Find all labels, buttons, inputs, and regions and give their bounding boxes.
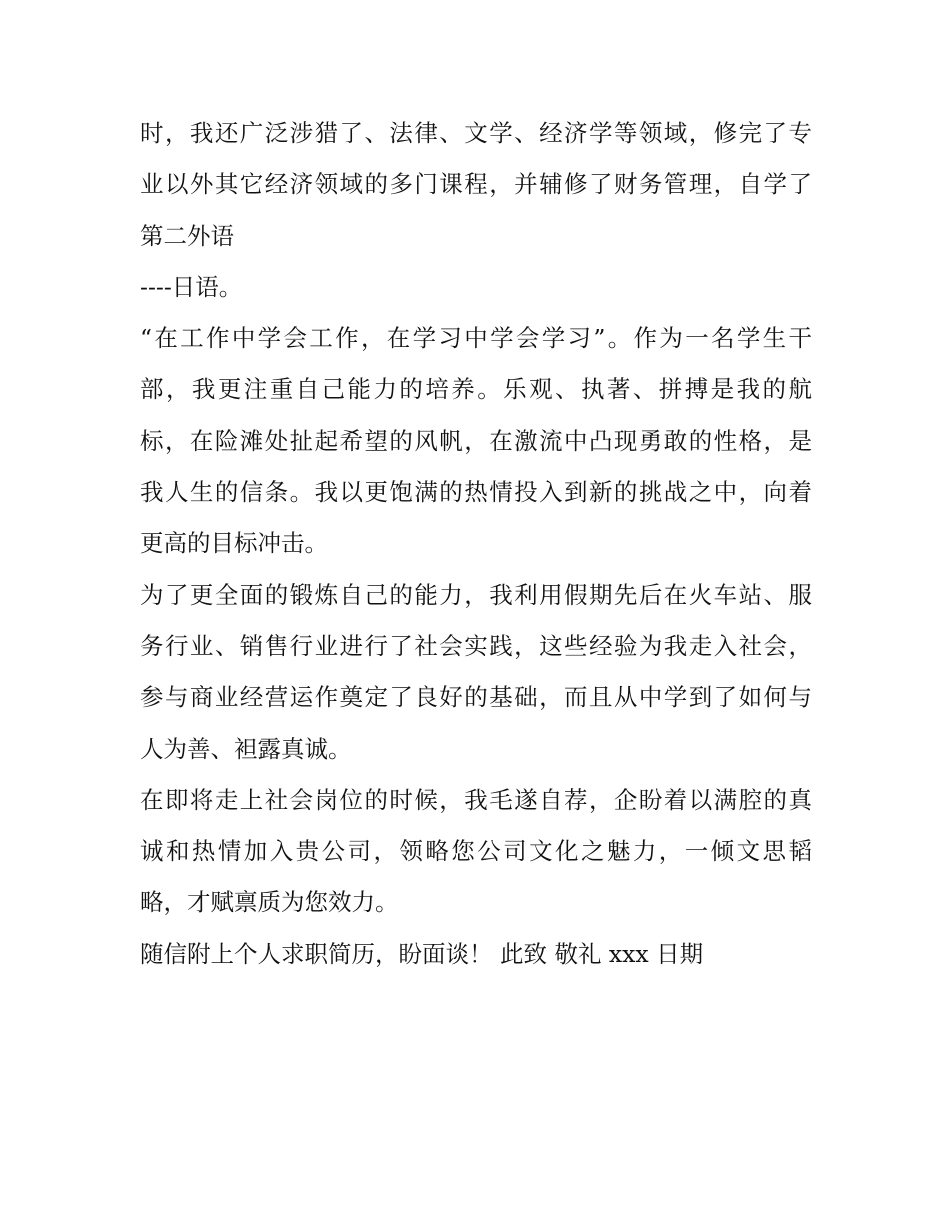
text-line: 标，在险滩处扯起希望的风帆，在激流中凸现勇敢的性格，是: [140, 426, 812, 455]
text-line: 略，才赋禀质为您效力。: [140, 888, 399, 917]
text-line: 务行业、销售行业进行了社会实践，这些经验为我走入社会，: [140, 631, 812, 660]
letter-body: [140, 108, 812, 980]
text-line: “在工作中学会工作，在学习中学会学习”。作为一名学生干: [140, 324, 812, 353]
text-line: 随信附上个人求职简历，盼面谈！ 此致 敬礼 xxx 日期: [140, 939, 704, 968]
text-line: 业以外其它经济领域的多门课程，并辅修了财务管理，自学了: [140, 170, 812, 199]
text-line: 第二外语: [140, 221, 234, 250]
text-line: 参与商业经营运作奠定了良好的基础，而且从中学到了如何与: [140, 683, 812, 712]
text-line: ----日语。: [140, 272, 243, 301]
text-line: 更高的目标冲击。: [140, 529, 328, 558]
text-line: 在即将走上社会岗位的时候，我毛遂自荐，企盼着以满腔的真: [140, 785, 812, 814]
text-line: 为了更全面的锻炼自己的能力，我利用假期先后在火车站、服: [140, 580, 812, 609]
text-line: 时，我还广泛涉猎了、法律、文学、经济学等领域，修完了专: [140, 119, 812, 147]
text-line: 我人生的信条。我以更饱满的热情投入到新的挑战之中，向着: [140, 478, 812, 507]
text-line: 人为善、袒露真诚。: [140, 734, 352, 763]
text-line: 诚和热情加入贵公司，领略您公司文化之魅力，一倾文思韬: [140, 837, 812, 866]
text-line: 部，我更注重自己能力的培养。乐观、执著、拼搏是我的航: [140, 375, 812, 404]
